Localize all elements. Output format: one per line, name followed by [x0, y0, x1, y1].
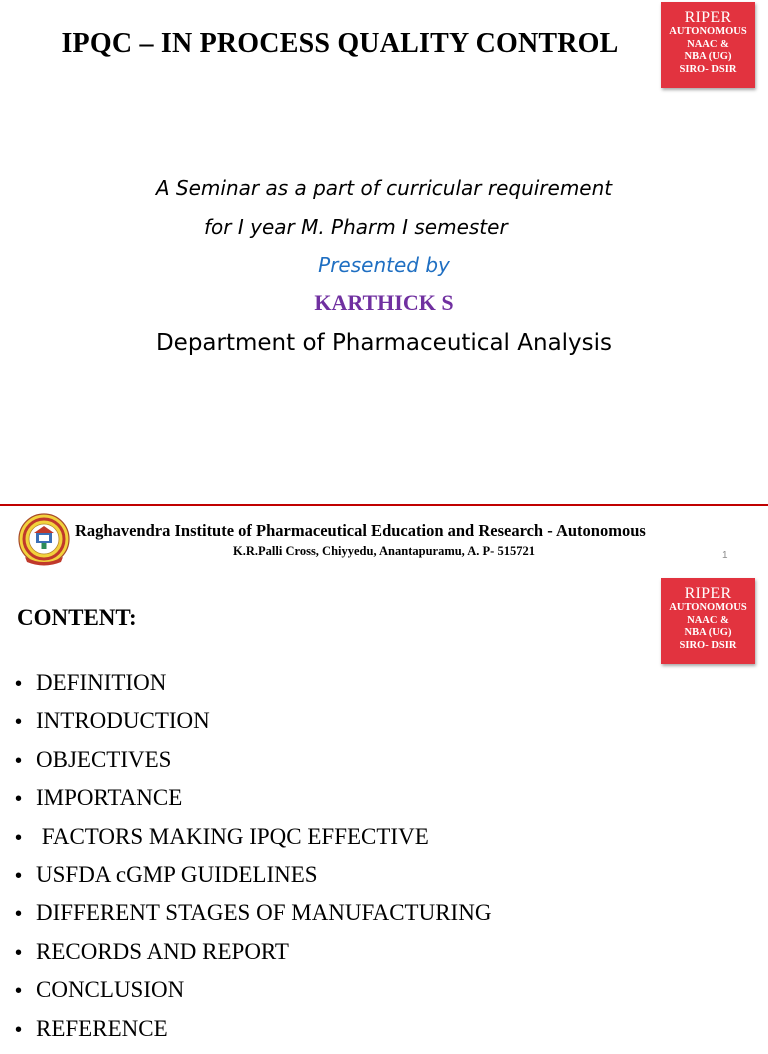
- list-item-label: USFDA cGMP GUIDELINES: [36, 861, 318, 887]
- badge-main: RIPER: [684, 9, 732, 26]
- list-item: [15, 939, 491, 977]
- bullet-icon: •: [15, 1018, 23, 1041]
- list-item-label: OBJECTIVES: [36, 746, 172, 772]
- badge-line: NBA (UG): [684, 51, 732, 62]
- bullet-icon: •: [15, 903, 23, 926]
- list-item-label: IMPORTANCE: [36, 785, 183, 811]
- presented-by: Presented by: [318, 253, 450, 277]
- list-item: [15, 747, 491, 785]
- badge-line: NAAC &: [687, 38, 729, 50]
- list-item-label: FACTORS MAKING IPQC EFFECTIVE: [36, 823, 429, 849]
- riper-badge: [661, 2, 755, 88]
- bullet-icon: •: [15, 749, 23, 772]
- list-item-label: REFERENCE: [36, 1015, 168, 1041]
- list-item-label: DEFINITION: [36, 670, 167, 695]
- badge-line: NBA (UG): [684, 627, 732, 638]
- badge-line: NAAC &: [687, 614, 729, 626]
- list-item: [15, 977, 491, 1015]
- bullet-icon: •: [15, 673, 23, 695]
- list-item: [15, 900, 491, 938]
- institute-address: K.R.Palli Cross, Chiyyedu, Anantapuramu, A. P- 515721: [233, 544, 535, 558]
- list-item: [15, 1016, 491, 1054]
- page-number: 1: [722, 550, 728, 561]
- content-list: [15, 670, 491, 1054]
- bullet-icon: •: [15, 941, 23, 964]
- badge-line: AUTONOMOUS: [669, 26, 747, 37]
- bullet-icon: •: [15, 864, 23, 887]
- content-heading: CONTENT:: [17, 605, 137, 630]
- list-item: [15, 862, 491, 900]
- bullet-icon: •: [15, 788, 23, 811]
- list-item-label: INTRODUCTION: [36, 708, 210, 734]
- list-item: [15, 670, 491, 708]
- author-name: KARTHICK S: [314, 290, 454, 315]
- list-item-label: CONCLUSION: [36, 977, 185, 1003]
- bullet-icon: •: [15, 711, 23, 734]
- list-item-label: DIFFERENT STAGES OF MANUFACTURING: [36, 900, 492, 926]
- badge-main: RIPER: [684, 585, 732, 602]
- bullet-icon: •: [15, 826, 23, 849]
- footer-divider: [0, 504, 768, 506]
- list-item: [15, 785, 491, 823]
- badge-line: SIRO- DSIR: [679, 639, 737, 651]
- riper-badge: [661, 578, 755, 664]
- badge-line: SIRO- DSIR: [679, 63, 737, 75]
- slide-title: IPQC – IN PROCESS QUALITY CONTROL: [61, 28, 619, 59]
- bullet-icon: •: [15, 980, 23, 1003]
- badge-line: AUTONOMOUS: [669, 602, 747, 613]
- seminar-line-1: A Seminar as a part of curricular requirement: [155, 176, 613, 200]
- list-item-label: RECORDS AND REPORT: [36, 938, 289, 964]
- list-item: [15, 708, 491, 746]
- seminar-line-2: for I year M. Pharm I semester: [204, 215, 508, 239]
- list-item: [15, 824, 491, 862]
- slide-2: [0, 576, 768, 1041]
- department: Department of Pharmaceutical Analysis: [155, 330, 613, 356]
- institute-name: Raghavendra Institute of Pharmaceutical Education and Research - Autonomous: [75, 521, 646, 540]
